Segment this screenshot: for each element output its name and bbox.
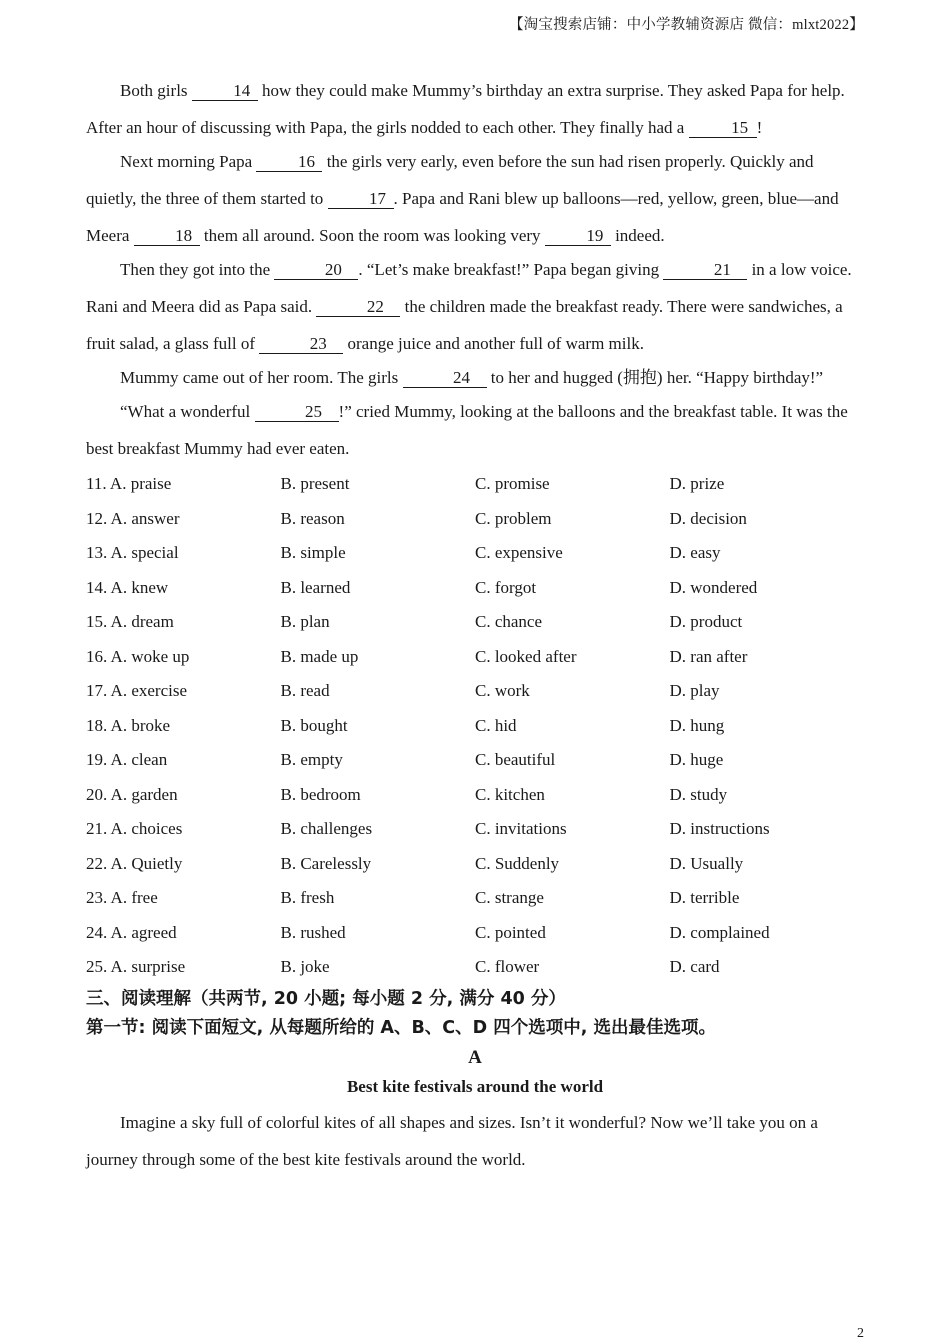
option-c: C. beautiful <box>475 750 556 770</box>
option-a: 11. A. praise <box>86 474 172 494</box>
page-content <box>86 72 864 1178</box>
text-run: the children made the breakfast ready. There were sandwiches, a fruit salad, a glass full of <box>86 297 843 353</box>
option-d: D. product <box>669 612 743 632</box>
blank-22: 22 <box>316 298 400 317</box>
option-a: 20. A. garden <box>86 784 178 804</box>
option-c: C. strange <box>475 888 544 908</box>
option-d: D. ran after <box>669 646 748 666</box>
option-d: D. huge <box>669 750 724 770</box>
option-b: B. reason <box>280 508 345 528</box>
passage-letter: A <box>468 1046 482 1068</box>
option-row <box>86 916 864 951</box>
option-b: B. Carelessly <box>280 853 372 873</box>
blank-25: 25 <box>255 403 339 422</box>
option-d: D. prize <box>669 474 725 494</box>
text-run: the girls very early, even before the sun had risen properly. Quickly and quietly, the three of them started to <box>86 152 814 208</box>
text-run: “What a wonderful <box>120 402 255 421</box>
option-b: B. fresh <box>280 888 335 908</box>
option-b: B. empty <box>280 750 343 770</box>
option-d: D. study <box>669 784 728 804</box>
passage-title: Best kite festivals around the world <box>346 1076 604 1096</box>
option-b: B. made up <box>280 646 359 666</box>
cloze-paragraph-2 <box>86 143 864 254</box>
text-run: how they could make Mummy’s birthday an extra surprise. They asked Papa for help. After an hour of discussing with Papa, the girls nodded to each other. They finally had a <box>86 81 845 137</box>
option-b: B. read <box>280 681 330 701</box>
blank-21: 21 <box>663 261 747 280</box>
option-d: D. play <box>669 681 720 701</box>
option-row <box>86 605 864 640</box>
blank-15: 15 <box>689 119 757 138</box>
option-row <box>86 674 864 709</box>
option-c: C. chance <box>475 612 543 632</box>
blank-17: 17 <box>328 190 394 209</box>
reading-paragraph: Imagine a sky full of colorful kites of all shapes and sizes. Isn’t it wonderful? Now we’ll take you on a journey through some of the best kite festivals around the world. <box>86 1112 818 1169</box>
option-row <box>86 847 864 882</box>
option-a: 24. A. agreed <box>86 922 177 942</box>
option-row <box>86 743 864 778</box>
option-c: C. flower <box>475 957 540 977</box>
option-a: 23. A. free <box>86 888 158 908</box>
text-run: . Papa and Rani blew up balloons—red, yellow, green, blue—and Meera <box>86 189 839 245</box>
answer-options <box>86 467 864 985</box>
option-d: D. card <box>669 957 720 977</box>
option-c: C. Suddenly <box>475 853 560 873</box>
blank-20: 20 <box>274 261 358 280</box>
option-c: C. promise <box>475 474 550 494</box>
blank-24: 24 <box>403 369 487 388</box>
blank-23: 23 <box>259 335 343 354</box>
option-b: B. present <box>280 474 350 494</box>
option-a: 18. A. broke <box>86 715 171 735</box>
option-a: 12. A. answer <box>86 508 180 528</box>
option-b: B. learned <box>280 577 351 597</box>
option-c: C. kitchen <box>475 784 545 804</box>
option-a: 17. A. exercise <box>86 681 188 701</box>
option-row <box>86 502 864 537</box>
text-run: !” cried Mummy, looking at the balloons and the breakfast table. It was the best breakfast Mummy had ever eaten. <box>86 402 848 458</box>
section-subtitle: 第一节: 阅读下面短文, 从每题所给的 A、B、C、D 四个选项中, 选出最佳选项。 <box>86 1017 717 1038</box>
option-row <box>86 467 864 502</box>
text-run: ! <box>756 118 763 137</box>
option-row <box>86 640 864 675</box>
option-a: 19. A. clean <box>86 750 168 770</box>
option-row <box>86 571 864 606</box>
option-d: D. wondered <box>669 577 758 597</box>
option-a: 13. A. special <box>86 543 179 563</box>
option-d: D. Usually <box>669 853 744 873</box>
option-d: D. hung <box>669 715 725 735</box>
page-header: 【淘宝搜索店铺：中小学教辅资源店 微信：mlxt2022】 <box>508 17 864 33</box>
option-a: 21. A. choices <box>86 819 183 839</box>
option-c: C. invitations <box>475 819 567 839</box>
section-title: 三、阅读理解（共两节, 20 小题; 每小题 2 分, 满分 40 分） <box>86 988 566 1009</box>
option-row <box>86 881 864 916</box>
page-number: 2 <box>857 1326 864 1341</box>
text-run: Then they got into the <box>120 260 275 279</box>
option-b: B. joke <box>280 957 330 977</box>
text-run: orange juice and another full of warm milk. <box>343 334 644 353</box>
option-d: D. instructions <box>669 819 770 839</box>
option-c: C. hid <box>475 715 517 735</box>
blank-19: 19 <box>545 227 611 246</box>
option-a: 16. A. woke up <box>86 646 190 666</box>
text-run: in a low voice. Rani and Meera did as Papa said. <box>86 260 852 316</box>
option-row <box>86 778 864 813</box>
text-run: to her and hugged (拥抱) her. “Happy birthday!” <box>486 368 824 387</box>
option-row <box>86 812 864 847</box>
blank-18: 18 <box>134 227 200 246</box>
option-c: C. pointed <box>475 922 546 942</box>
option-b: B. simple <box>280 543 346 563</box>
option-a: 22. A. Quietly <box>86 853 183 873</box>
option-a: 14. A. knew <box>86 577 169 597</box>
cloze-paragraph-4 <box>86 359 864 396</box>
blank-16: 16 <box>256 153 322 172</box>
blank-14: 14 <box>192 82 258 101</box>
option-a: 15. A. dream <box>86 612 174 632</box>
text-run: Next morning Papa <box>120 152 257 171</box>
option-row <box>86 536 864 571</box>
text-run: them all around. Soon the room was looking very <box>199 226 545 245</box>
option-b: B. challenges <box>280 819 373 839</box>
option-row <box>86 950 864 985</box>
option-b: B. rushed <box>280 922 346 942</box>
text-run: . “Let’s make breakfast!” Papa began giving <box>358 260 664 279</box>
option-b: B. plan <box>280 612 330 632</box>
option-c: C. forgot <box>475 577 537 597</box>
text-run: Both girls <box>120 81 192 100</box>
cloze-paragraph-5 <box>86 393 864 467</box>
text-run: indeed. <box>610 226 665 245</box>
option-c: C. expensive <box>475 543 563 563</box>
cloze-paragraph-1 <box>86 72 864 146</box>
option-b: B. bedroom <box>280 784 361 804</box>
text-run: Mummy came out of her room. The girls <box>120 368 403 387</box>
option-b: B. bought <box>280 715 348 735</box>
option-row <box>86 709 864 744</box>
option-c: C. problem <box>475 508 552 528</box>
option-c: C. work <box>475 681 530 701</box>
option-d: D. complained <box>669 922 770 942</box>
option-d: D. easy <box>669 543 721 563</box>
option-d: D. terrible <box>669 888 740 908</box>
cloze-paragraph-3 <box>86 251 864 362</box>
option-d: D. decision <box>669 508 747 528</box>
option-c: C. looked after <box>475 646 577 666</box>
option-a: 25. A. surprise <box>86 957 186 977</box>
